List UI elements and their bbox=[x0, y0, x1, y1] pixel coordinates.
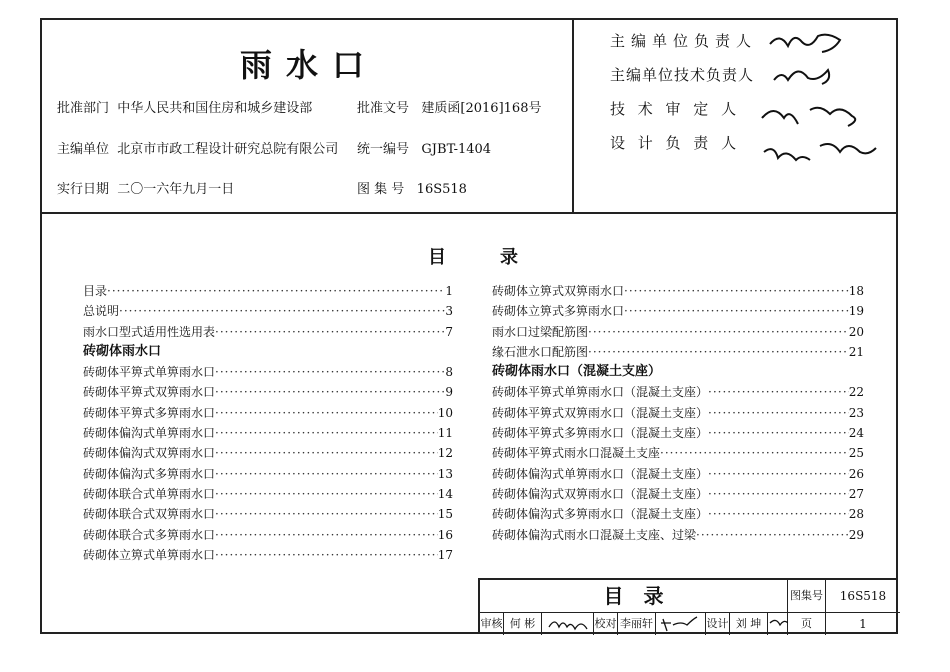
toc-entry-title: 总说明 bbox=[83, 304, 120, 319]
toc-entry[interactable] bbox=[492, 403, 864, 423]
toc-entry-title: 砖砌体偏沟式雨水口混凝土支座、过梁 bbox=[492, 527, 697, 542]
title-block bbox=[478, 578, 898, 634]
toc-entry[interactable] bbox=[83, 545, 453, 565]
toc-section-heading bbox=[83, 342, 453, 362]
toc-entry-title: 砖砌体立箅式多箅雨水口 bbox=[492, 304, 625, 319]
toc-entry[interactable] bbox=[83, 443, 453, 463]
toc-entry-title: 砖砌体雨水口 bbox=[83, 343, 162, 359]
toc-entry-title: 砖砌体偏沟式多箅雨水口 bbox=[83, 466, 216, 481]
atlas-no-label: 图 集 号 bbox=[357, 182, 405, 197]
toc-entry[interactable] bbox=[492, 464, 864, 484]
header-vertical-divider bbox=[572, 18, 574, 213]
page-label: 页 bbox=[788, 613, 826, 635]
toc-entry-title: 雨水口型式适用性选用表 bbox=[83, 324, 216, 339]
unified-no-label: 统一编号 bbox=[357, 142, 410, 157]
responsible-review: 技 术 审 定 人 bbox=[610, 100, 741, 118]
approval-dept-label: 批准部门 bbox=[57, 101, 110, 116]
title-block-title: 目 录 bbox=[480, 580, 788, 613]
toc-entry-page: 23 bbox=[848, 405, 864, 420]
toc-entry[interactable] bbox=[492, 423, 864, 443]
leader-dots bbox=[588, 342, 849, 362]
leader-dots bbox=[708, 423, 849, 443]
leader-dots bbox=[215, 484, 438, 504]
date-label: 实行日期 bbox=[57, 182, 110, 197]
toc-entry-title: 目录 bbox=[83, 284, 108, 298]
leader-dots bbox=[215, 423, 438, 443]
atlas-title: 雨水口 bbox=[240, 46, 379, 84]
toc-entry-title: 砖砌体偏沟式单箅雨水口 bbox=[83, 426, 216, 441]
toc-left-column bbox=[83, 281, 453, 565]
approval-no: 建质函[2016]168号 bbox=[421, 101, 542, 116]
toc-entry[interactable] bbox=[492, 382, 864, 402]
page-number: 1 bbox=[859, 617, 867, 631]
toc-entry-page: 3 bbox=[445, 304, 453, 319]
editor-label: 主编单位 bbox=[57, 142, 110, 157]
leader-dots bbox=[708, 464, 849, 484]
toc-entry-title: 砖砌体联合式多箅雨水口 bbox=[83, 527, 216, 542]
leader-dots bbox=[708, 403, 849, 423]
toc-entry-page: 15 bbox=[437, 507, 453, 522]
toc-entry-page: 13 bbox=[437, 466, 453, 481]
toc-entry-title: 砖砌体平箅式双箅雨水口（混凝土支座） bbox=[492, 405, 709, 420]
checker-name: 李丽轩 bbox=[618, 613, 656, 635]
toc-entry-page: 25 bbox=[848, 446, 864, 461]
unified-no: GJBT-1404 bbox=[421, 142, 492, 157]
leader-dots bbox=[708, 484, 849, 504]
toc-entry[interactable] bbox=[83, 403, 453, 423]
toc-entry[interactable] bbox=[492, 322, 864, 342]
title-block-atlas-label: 图集号 bbox=[788, 580, 826, 613]
review-label: 审核 bbox=[480, 613, 504, 635]
toc-entry-title: 砖砌体立箅式双箅雨水口 bbox=[492, 284, 625, 298]
toc-entry-title: 砖砌体平箅式多箅雨水口 bbox=[83, 405, 216, 420]
leader-dots bbox=[215, 382, 445, 402]
leader-dots bbox=[708, 504, 849, 524]
toc-entry[interactable] bbox=[83, 362, 453, 382]
toc-entry-page: 9 bbox=[445, 385, 453, 400]
toc-entry[interactable] bbox=[83, 382, 453, 402]
toc-entry-title: 砖砌体联合式单箅雨水口 bbox=[83, 486, 216, 501]
toc-entry-page: 8 bbox=[445, 365, 453, 380]
title-block-atlas-no: 16S518 bbox=[826, 580, 900, 613]
toc-entry-title: 砖砌体偏沟式双箅雨水口 bbox=[83, 446, 216, 461]
header-divider bbox=[40, 212, 898, 214]
leader-dots bbox=[660, 443, 849, 463]
leader-dots bbox=[215, 464, 438, 484]
toc-entry-page: 24 bbox=[848, 426, 864, 441]
leader-dots bbox=[624, 301, 849, 321]
leader-dots bbox=[708, 382, 849, 402]
toc-entry-title: 砖砌体联合式双箅雨水口 bbox=[83, 507, 216, 522]
atlas-no: 16S518 bbox=[416, 182, 467, 197]
handwritten-signatures bbox=[760, 22, 900, 182]
toc-entry-title: 雨水口过梁配筋图 bbox=[492, 324, 589, 339]
leader-dots bbox=[588, 322, 849, 342]
toc-entry-page: 14 bbox=[437, 486, 453, 501]
toc-entry[interactable] bbox=[492, 301, 864, 321]
toc-heading: 目 录 bbox=[428, 247, 524, 268]
toc-entry[interactable] bbox=[83, 525, 453, 545]
toc-entry[interactable] bbox=[492, 484, 864, 504]
leader-dots bbox=[215, 525, 438, 545]
toc-entry-title: 砖砌体平箅式雨水口混凝土支座 bbox=[492, 446, 661, 461]
toc-entry[interactable] bbox=[492, 525, 864, 545]
check-label: 校对 bbox=[594, 613, 618, 635]
approval-dept: 中华人民共和国住房和城乡建设部 bbox=[117, 101, 313, 116]
leader-dots bbox=[119, 301, 445, 321]
leader-dots bbox=[215, 322, 445, 342]
toc-entry[interactable] bbox=[83, 322, 453, 342]
leader-dots bbox=[215, 545, 438, 565]
toc-entry-title: 砖砌体平箅式多箅雨水口（混凝土支座） bbox=[492, 426, 709, 441]
leader-dots bbox=[624, 281, 849, 301]
toc-entry-page: 29 bbox=[848, 527, 864, 542]
toc-entry[interactable] bbox=[83, 423, 453, 443]
toc-entry-page: 18 bbox=[848, 284, 864, 298]
toc-entry-title: 砖砌体平箅式单箅雨水口（混凝土支座） bbox=[492, 385, 709, 400]
toc-entry-page: 10 bbox=[437, 405, 453, 420]
editor: 北京市市政工程设计研究总院有限公司 bbox=[117, 142, 339, 157]
toc-entry-page: 22 bbox=[848, 385, 864, 400]
toc-entry-page: 19 bbox=[848, 304, 864, 319]
toc-entry-title: 缘石泄水口配筋图 bbox=[492, 344, 589, 359]
responsible-design: 设 计 负 责 人 bbox=[610, 134, 741, 152]
toc-entry-page: 28 bbox=[848, 507, 864, 522]
date: 二〇一六年九月一日 bbox=[117, 182, 235, 197]
toc-entry[interactable] bbox=[83, 464, 453, 484]
toc-entry[interactable] bbox=[83, 281, 453, 301]
leader-dots bbox=[215, 362, 445, 382]
toc-entry[interactable] bbox=[492, 281, 864, 301]
toc-entry-page: 12 bbox=[437, 446, 453, 461]
toc-entry-page: 21 bbox=[848, 344, 864, 359]
toc-entry[interactable] bbox=[492, 342, 864, 362]
leader-dots bbox=[215, 443, 438, 463]
toc-entry[interactable] bbox=[83, 504, 453, 524]
approval-no-label: 批准文号 bbox=[357, 101, 410, 116]
toc-entry-title: 砖砌体偏沟式双箅雨水口（混凝土支座） bbox=[492, 486, 709, 501]
toc-entry-page: 16 bbox=[437, 527, 453, 542]
design-label: 设计 bbox=[706, 613, 730, 635]
toc-entry-title: 砖砌体偏沟式多箅雨水口（混凝土支座） bbox=[492, 507, 709, 522]
toc-entry[interactable] bbox=[83, 484, 453, 504]
toc-entry[interactable] bbox=[492, 443, 864, 463]
toc-entry-title: 砖砌体偏沟式单箅雨水口（混凝土支座） bbox=[492, 466, 709, 481]
toc-entry-page: 27 bbox=[848, 486, 864, 501]
toc-entry-title: 砖砌体立箅式单箅雨水口 bbox=[83, 547, 216, 562]
toc-entry-page: 1 bbox=[445, 284, 453, 298]
reviewer-name: 何 彬 bbox=[504, 613, 542, 635]
toc-entry-title: 砖砌体平箅式双箅雨水口 bbox=[83, 385, 216, 400]
designer-signature bbox=[768, 613, 788, 635]
toc-entry-page: 26 bbox=[848, 466, 864, 481]
designer-name: 刘 坤 bbox=[730, 613, 768, 635]
checker-signature bbox=[656, 613, 706, 635]
responsible-editor-unit: 主编单位负责人 bbox=[610, 32, 758, 50]
leader-dots bbox=[215, 504, 438, 524]
toc-entry-page: 7 bbox=[445, 324, 453, 339]
toc-entry-title: 砖砌体雨水口（混凝土支座） bbox=[492, 364, 662, 380]
toc-section-heading bbox=[492, 362, 864, 382]
leader-dots bbox=[215, 403, 438, 423]
toc-entry[interactable] bbox=[83, 301, 453, 321]
toc-entry-page: 20 bbox=[848, 324, 864, 339]
toc-right-column bbox=[492, 281, 864, 545]
reviewer-signature bbox=[542, 613, 594, 635]
responsible-tech: 主编单位技术负责人 bbox=[610, 66, 755, 84]
leader-dots bbox=[107, 281, 445, 301]
toc-entry[interactable] bbox=[492, 504, 864, 524]
toc-entry-page: 17 bbox=[437, 547, 453, 562]
toc-entry-title: 砖砌体平箅式单箅雨水口 bbox=[83, 365, 216, 380]
leader-dots bbox=[696, 525, 849, 545]
toc-entry-page: 11 bbox=[437, 426, 453, 441]
